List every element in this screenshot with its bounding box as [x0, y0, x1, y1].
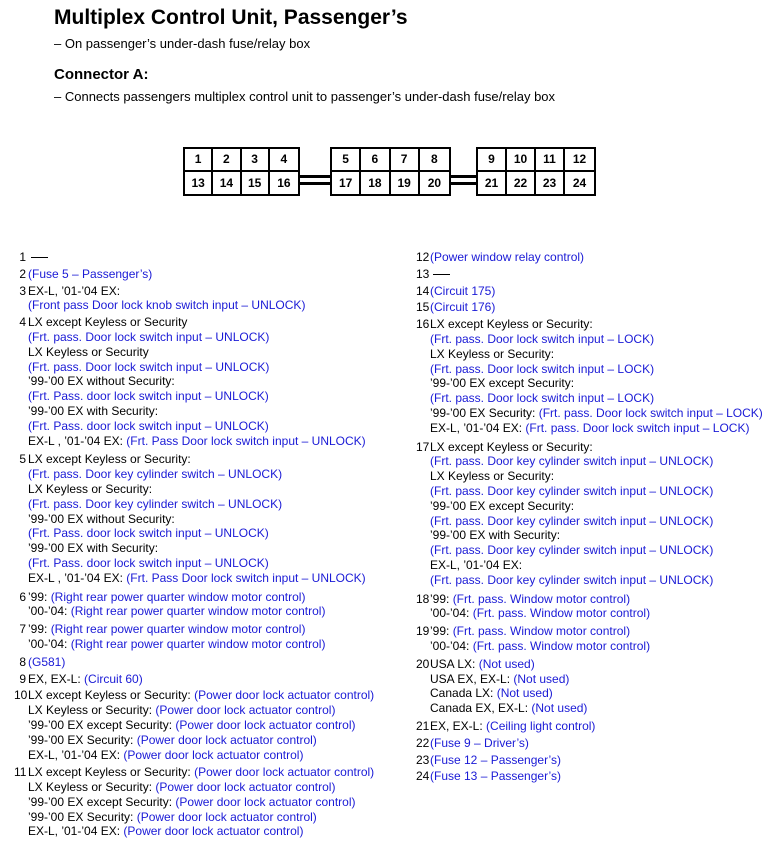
pin-entry: [14, 765, 374, 839]
model-condition: ’00-’04:: [28, 604, 71, 619]
pin-description-line: [430, 657, 763, 672]
circuit-function: (Power door lock actuator control): [175, 794, 356, 809]
pin-description-line: [430, 347, 763, 362]
circuit-function: (Frt. pass. Door lock switch input – LOCK): [430, 391, 655, 406]
pin-entry: [14, 672, 374, 687]
pin-description-line: [430, 719, 763, 734]
circuit-function: (Frt. pass. Door lock switch input – LOCK): [430, 361, 655, 376]
circuit-function: (Ceiling light control): [486, 718, 596, 733]
pin-description-line: [28, 733, 374, 748]
pin-description-line: [28, 622, 374, 637]
pin-description-line: [430, 406, 763, 421]
circuit-function: (Circuit 60): [84, 671, 143, 686]
pin-description-line: [28, 655, 374, 670]
model-condition: ’99-’00 EX except Security:: [28, 794, 176, 809]
connector-pin: 19: [391, 172, 420, 195]
pin-number: 23: [416, 752, 430, 767]
connector-pin: 15: [242, 172, 270, 195]
connector-pin: 11: [536, 149, 565, 172]
circuit-function: (Fuse 9 – Driver’s): [430, 735, 529, 750]
circuit-function: (Frt. pass. Door key cylinder switch input – UNLOCK): [430, 513, 714, 528]
pin-entry: [14, 267, 374, 282]
connector-description: – Connects passengers multiplex control unit to passenger’s under-dash fuse/relay box: [54, 89, 556, 104]
connector-pin: 9: [478, 149, 507, 172]
circuit-function: (Frt. pass. Door key cylinder switch input – UNLOCK): [430, 572, 714, 587]
pin-entry: [14, 688, 374, 762]
pin-description-line: [28, 404, 374, 419]
connector-heading: Connector A:: [54, 66, 149, 83]
pin-description-line: [430, 284, 763, 299]
pin-description-line: [430, 624, 763, 639]
pin-description-line: [430, 440, 763, 455]
circuit-function: (Not used): [531, 701, 588, 716]
connector-pin: 23: [536, 172, 565, 195]
pin-entry: [14, 655, 374, 670]
model-condition: LX except Keyless or Security: [28, 315, 188, 330]
pin-number: 4: [19, 315, 26, 330]
pin-description-line: [430, 499, 763, 514]
pin-description-line: [28, 748, 374, 763]
pin-description-line: [28, 389, 374, 404]
model-condition: EX-L , ’01-’04 EX:: [28, 570, 127, 585]
model-condition: LX Keyless or Security: [28, 344, 149, 359]
pin-description-line: [430, 769, 763, 784]
model-condition: USA LX:: [430, 656, 479, 671]
model-condition: ’99-’00 EX Security:: [28, 732, 137, 747]
circuit-function: (Power door lock actuator control): [123, 747, 304, 762]
connector-pin: 13: [185, 172, 213, 195]
pin-list-left: [14, 250, 374, 839]
pin-number: 14: [416, 283, 430, 298]
unused-pin-dash: [31, 257, 48, 258]
pin-description-line: [28, 541, 374, 556]
connector-pin: 16: [277, 175, 291, 190]
circuit-function: (Fuse 12 – Passenger’s): [430, 752, 561, 767]
circuit-function: (Right rear power quarter window motor control): [70, 604, 326, 619]
pin-description-line: [430, 736, 763, 751]
circuit-function: (Not used): [478, 656, 535, 671]
pin-number: 2: [19, 266, 26, 281]
connector-bridge-line: [300, 175, 330, 178]
model-condition: EX-L, ’01-’04 EX:: [28, 747, 124, 762]
circuit-function: (Power door lock actuator control): [123, 824, 304, 839]
pin-number: 13: [416, 266, 430, 281]
model-condition: EX-L, ’01-’04 EX:: [430, 420, 526, 435]
pin-description-line: [28, 780, 374, 795]
pin-number: 16: [416, 317, 430, 332]
circuit-function: (Fuse 5 – Passenger’s): [28, 266, 153, 281]
circuit-function: (Frt. Pass Door lock switch input – UNLOCK): [126, 570, 366, 585]
pin-description-line: [28, 688, 374, 703]
pin-description-line: [28, 604, 374, 619]
circuit-function: (Power door lock actuator control): [194, 765, 375, 780]
circuit-function: (Power door lock actuator control): [194, 688, 375, 703]
model-condition: ’99-’00 EX with Security:: [28, 403, 159, 418]
model-condition: ’99-’00 EX except Security:: [430, 376, 575, 391]
pin-number: 8: [19, 654, 26, 669]
pin-number: 20: [416, 656, 430, 671]
connector-pin: 18: [361, 172, 390, 195]
pin-description-line: [430, 376, 763, 391]
pin-description-line: [28, 267, 374, 282]
circuit-function: (Frt. pass. Door lock switch input – UNLOCK): [28, 359, 270, 374]
circuit-function: (Frt. pass. Door key cylinder switch input – UNLOCK): [430, 454, 714, 469]
pin-number: 6: [19, 589, 26, 604]
connector-pin: 6: [361, 149, 390, 172]
pin-entry: [14, 284, 374, 314]
pin-description-line: [28, 824, 374, 839]
pin-entry: [416, 317, 763, 435]
model-condition: Canada LX:: [430, 686, 497, 701]
pin-description-line: [28, 526, 374, 541]
pin-description-line: [28, 795, 374, 810]
model-condition: ’99-’00 EX without Security:: [28, 511, 175, 526]
pin-description-line: [430, 469, 763, 484]
pin-description-line: [430, 686, 763, 701]
circuit-function: (Frt. pass. Window motor control): [472, 638, 651, 653]
model-condition: LX except Keyless or Security:: [28, 452, 191, 467]
circuit-function: (Power door lock actuator control): [136, 809, 317, 824]
circuit-function: (Frt. pass. Door lock switch input – LOCK): [538, 405, 763, 420]
connector-bridge-line: [451, 182, 476, 185]
pin-number: 22: [416, 735, 430, 750]
pin-number: 24: [416, 769, 430, 784]
pin-entry: [416, 250, 763, 265]
circuit-function: (Frt. Pass Door lock switch input – UNLOCK): [126, 433, 366, 448]
pin-entry: [416, 657, 763, 716]
pin-entry: [14, 315, 374, 448]
model-condition: ’00-’04:: [430, 606, 473, 621]
circuit-function: (Frt. Pass. door lock switch input – UNLOCK): [28, 555, 269, 570]
circuit-function: (Power door lock actuator control): [136, 732, 317, 747]
pin-entry: [14, 622, 374, 652]
circuit-function: (Not used): [496, 686, 553, 701]
connector-group-3: [476, 147, 596, 196]
pin-number: 21: [416, 718, 430, 733]
circuit-function: (Frt. pass. Door lock switch input – LOCK): [525, 420, 750, 435]
model-condition: ’99:: [28, 622, 51, 637]
pin-description-line: [430, 454, 763, 469]
pin-description-line: [28, 284, 374, 299]
pin-description-line: [430, 332, 763, 347]
connector-group-1: [183, 147, 300, 196]
pin-description-line: [430, 317, 763, 332]
model-condition: LX Keyless or Security:: [28, 703, 156, 718]
pin-entry: [416, 769, 763, 784]
model-condition: ’99:: [430, 624, 453, 639]
model-condition: ’00-’04:: [28, 636, 71, 651]
pin-entry: [416, 440, 763, 588]
unused-pin-dash: [433, 274, 450, 275]
connector-pin: 5: [332, 149, 361, 172]
connector-pin: 10: [507, 149, 536, 172]
circuit-function: (Frt. pass. Door lock switch input – LOCK): [430, 331, 655, 346]
circuit-function: (Fuse 13 – Passenger’s): [430, 769, 561, 784]
pin-description-line: [28, 467, 374, 482]
pin-entry: [14, 590, 374, 620]
pin-entry: [416, 267, 763, 282]
pin-description-line: [28, 374, 374, 389]
circuit-function: (Power window relay control): [430, 250, 585, 264]
model-condition: ’99:: [430, 591, 453, 606]
connector-pin: 20: [427, 175, 442, 190]
model-condition: LX except Keyless or Security:: [430, 317, 593, 332]
connector-pin: 8: [420, 149, 449, 172]
pin-description-line: [430, 639, 763, 654]
pin-description-line: [28, 315, 374, 330]
connector-pin: 21: [478, 172, 507, 195]
pin-description-line: [430, 514, 763, 529]
circuit-function: (Frt. pass. Door key cylinder switch input – UNLOCK): [430, 543, 714, 558]
pin-number: 17: [416, 439, 430, 454]
pin-list-right: [416, 250, 763, 784]
model-condition: EX, EX-L:: [28, 671, 85, 686]
pin-description-line: [430, 250, 763, 265]
model-condition: EX-L, ’01-’04 EX:: [28, 283, 121, 298]
circuit-function: (Right rear power quarter window motor control): [70, 636, 326, 651]
circuit-function: (Frt. pass. Window motor control): [452, 624, 631, 639]
model-condition: USA EX, EX-L:: [430, 671, 514, 686]
model-condition: ’99-’00 EX Security:: [430, 405, 539, 420]
model-condition: LX Keyless or Security:: [430, 346, 555, 361]
circuit-function: (Not used): [513, 671, 570, 686]
circuit-function: (Frt. Pass. door lock switch input – UNLOCK): [28, 418, 269, 433]
pin-number: 9: [19, 671, 26, 686]
pin-description-line: [430, 543, 763, 558]
page-title: Multiplex Control Unit, Passenger’s: [54, 6, 408, 29]
circuit-function: (Power door lock actuator control): [175, 717, 356, 732]
circuit-function: (Right rear power quarter window motor control): [50, 589, 306, 604]
circuit-function: (Frt. Pass. door lock switch input – UNLOCK): [28, 389, 269, 404]
circuit-function: (Circuit 176): [430, 300, 496, 315]
model-condition: ’99-’00 EX except Security:: [28, 717, 176, 732]
pin-number: 5: [19, 452, 26, 467]
connector-pin: 17: [332, 172, 361, 195]
pin-number: 7: [19, 622, 26, 637]
connector-bridge-line: [300, 182, 330, 185]
pin-number: 19: [416, 624, 430, 639]
pin-entry: [416, 624, 763, 654]
model-condition: ’99-’00 EX without Security:: [28, 374, 175, 389]
connector-pin: 3: [242, 149, 270, 172]
pin-description-line: [430, 391, 763, 406]
connector-pin: 4: [270, 149, 298, 172]
pin-description-line: [430, 528, 763, 543]
model-condition: ’99-’00 EX with Security:: [430, 528, 561, 543]
pin-entry: [416, 592, 763, 622]
pin-number: 10: [14, 688, 28, 703]
pin-description-line: [28, 360, 374, 375]
pin-description-line: [28, 419, 374, 434]
pin-entry: [416, 284, 763, 299]
pin-entry: [416, 300, 763, 315]
pin-number: 11: [14, 765, 27, 780]
pin-description-line: [28, 703, 374, 718]
circuit-function: (Frt. pass. Door key cylinder switch – UNLOCK): [28, 496, 283, 511]
pin-description-line: [28, 452, 374, 467]
pin-description-line: [430, 300, 763, 315]
pin-description-line: [28, 556, 374, 571]
pin-description-line: [28, 512, 374, 527]
model-condition: EX-L, ’01-’04 EX:: [28, 824, 124, 839]
pin-description-line: [28, 482, 374, 497]
connector-pin: 22: [507, 172, 536, 195]
pin-description-line: [28, 571, 374, 586]
pin-description-line: [430, 558, 763, 573]
model-condition: EX-L, ’01-’04 EX:: [430, 557, 523, 572]
model-condition: LX Keyless or Security:: [430, 469, 555, 484]
connector-pin: 2: [213, 149, 241, 172]
model-condition: ’00-’04:: [430, 638, 473, 653]
pin-description-line: [430, 484, 763, 499]
pin-entry: [416, 753, 763, 768]
model-condition: LX except Keyless or Security:: [430, 439, 593, 454]
circuit-function: (Frt. pass. Door key cylinder switch input – UNLOCK): [430, 483, 714, 498]
model-condition: LX Keyless or Security:: [28, 481, 153, 496]
connector-pin: 7: [391, 149, 420, 172]
pin-description-line: [28, 250, 374, 265]
pin-description-line: [28, 330, 374, 345]
pin-description-line: [28, 497, 374, 512]
model-condition: Canada EX, EX-L:: [430, 701, 532, 716]
pin-description-line: [430, 672, 763, 687]
circuit-function: (Power door lock actuator control): [155, 780, 336, 795]
pin-description-line: [28, 434, 374, 449]
model-condition: ’99-’00 EX except Security:: [430, 498, 575, 513]
pin-description-line: [430, 573, 763, 588]
connector-group-2: [330, 147, 451, 196]
pin-description-line: [28, 765, 374, 780]
circuit-function: (Frt. Pass. door lock switch input – UNLOCK): [28, 526, 269, 541]
pin-number: 3: [19, 283, 26, 298]
circuit-function: (Frt. pass. Door key cylinder switch – UNLOCK): [28, 467, 283, 482]
connector-bridge-line: [451, 175, 476, 178]
model-condition: LX except Keyless or Security:: [28, 765, 195, 780]
pin-entry: [14, 452, 374, 585]
model-condition: LX except Keyless or Security:: [28, 688, 195, 703]
connector-pin: 12: [565, 149, 594, 172]
pin-entry: [14, 250, 374, 265]
pin-description-line: [430, 753, 763, 768]
pin-description-line: [430, 267, 763, 282]
circuit-function: (Frt. pass. Window motor control): [452, 591, 631, 606]
pin-number: 15: [416, 300, 430, 315]
page-subtitle: – On passenger’s under-dash fuse/relay box: [54, 36, 311, 51]
model-condition: EX-L , ’01-’04 EX:: [28, 433, 127, 448]
pin-description-line: [28, 718, 374, 733]
pin-description-line: [430, 606, 763, 621]
circuit-function: (Frt. pass. Door lock switch input – UNLOCK): [28, 329, 270, 344]
pin-description-line: [28, 345, 374, 360]
circuit-function: (Power door lock actuator control): [155, 703, 336, 718]
pin-description-line: [28, 590, 374, 605]
connector-pin: 24: [572, 175, 587, 190]
pin-description-line: [28, 672, 374, 687]
circuit-function: (Right rear power quarter window motor control): [50, 622, 306, 637]
pin-number: 12: [416, 250, 430, 264]
pin-description-line: [28, 298, 374, 313]
pin-description-line: [430, 362, 763, 377]
model-condition: ’99:: [28, 589, 51, 604]
connector-pin: 14: [213, 172, 241, 195]
pin-number: 1: [19, 250, 26, 264]
circuit-function: (Front pass Door lock knob switch input – UNLOCK): [28, 298, 306, 313]
pin-description-line: [430, 701, 763, 716]
pin-entry: [416, 736, 763, 751]
model-condition: ’99-’00 EX Security:: [28, 809, 137, 824]
circuit-function: (Circuit 175): [430, 283, 496, 298]
pin-description-line: [28, 637, 374, 652]
connector-pin: 1: [185, 149, 213, 172]
pin-description-line: [430, 421, 763, 436]
circuit-function: (Frt. pass. Window motor control): [472, 606, 651, 621]
pin-description-line: [28, 810, 374, 825]
pin-number: 18: [416, 591, 430, 606]
circuit-function: (G581): [28, 654, 66, 669]
model-condition: EX, EX-L:: [430, 718, 487, 733]
model-condition: LX Keyless or Security:: [28, 780, 156, 795]
model-condition: ’99-’00 EX with Security:: [28, 541, 159, 556]
pin-description-line: [430, 592, 763, 607]
pin-entry: [416, 719, 763, 734]
